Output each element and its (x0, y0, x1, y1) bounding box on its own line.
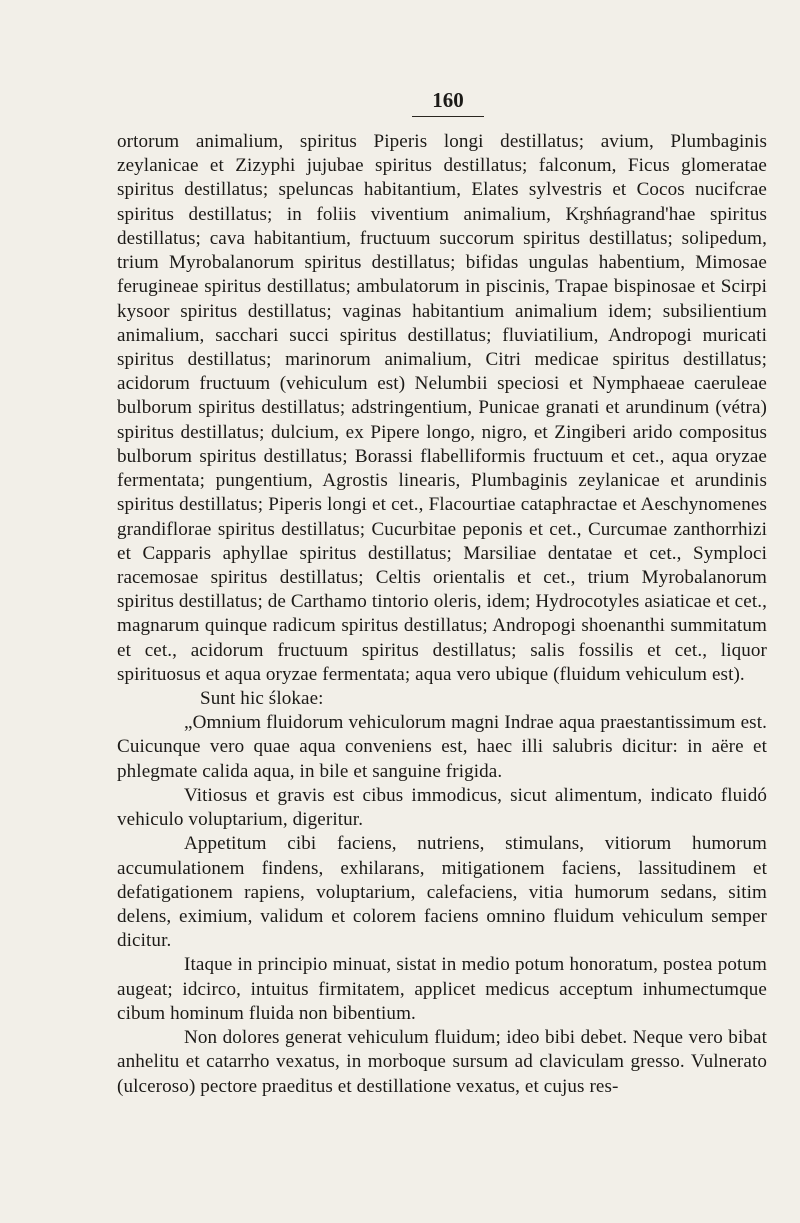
paragraph-spirits-list: ortorum animalium, spiritus Piperis longi destillatus; avium, Plumbaginis zeylanicae et Zizyphi jujubae spiritus destillatus; falconum, Ficus glomeratae spiritus destillatus; speluncas habitantium, Elates sylvestris et Cocos nucifcrae spiritus destillatus; in foliis viventium animalium, Kr̥shńagrand'hae spiritus destillatus; cava habitantium, fructuum succorum spiritus destillatus; solipedum, trium Myrobalanorum spiritus destillatus; bifidas ungulas habentium, Mimosae ferugineae spiritus destillatus; ambulatorum in piscinis, Trapae bispinosae et Scirpi kysoor spiritus destillatus; vaginas habitantium animalium idem; subsilientium animalium, sacchari succi spiritus destillatus; fluviatilium, Andropogi muricati spiritus destillatus; marinorum animalium, Citri medicae spiritus destillatus; acidorum fructuum (vehiculum est) Nelumbii speciosi et Nymphaeae caeruleae bulborum spiritus destillatus; adstringentium, Punicae granati et arundinum (vétra) spiritus destillatus; dulcium, ex Pipere longo, nigro, et Zingiberi arido compositus bulborum spiritus destillatus; Borassi flabelliformis fructuum et cet., aqua oryzae fermentata; pungentium, Agrostis linearis, Plumbaginis zeylanicae et arundinis spiritus destillatus; Piperis longi et cet., Flacourtiae cataphractae et Aeschynomenes grandiflorae spiritus destillatus; Cucurbitae peponis et cet., Curcumae zanthorrhizi et Capparis aphyllae spiritus destillatus; Marsiliae dentatae et cet., Symploci racemosae spiritus destillatus; Celtis orientalis et cet., trium Myrobalanorum spiritus destillatus; de Carthamo tintorio oleris, idem; Hydrocotyles asiaticae et cet., magnarum quinque radicum spiritus destillatus; Andropogi shoenanthi summitatum et cet., acidorum fructuum spiritus destillatus; salis fossilis et cet., liquor spirituosus et aqua oryzae fermentata; aqua vero ubique (fluidum vehiculum est). (117, 131, 767, 685)
body-text (117, 130, 767, 1099)
paragraph-itaque: Itaque in principio minuat, sistat in medio potum honoratum, postea potum augeat; idcirco, intuitus firmitatem, applicet medicus acceptum inhumectumque cibum hominum fluida non bibentium. (117, 954, 767, 1024)
paragraph-appetitum: Appetitum cibi faciens, nutriens, stimulans, vitiorum humorum accumulationem findens, exhilarans, mitigationem faciens, lassitudinem et defatigationem rapiens, voluptarium, calefaciens, vitia humorum sedans, sitim delens, eximium, validum et colorem faciens omnino fluidum vehiculum semper dicitur. (117, 833, 767, 952)
paragraph-slokae-heading: Sunt hic ślokae: (200, 688, 324, 710)
page-number: 160 (432, 88, 464, 112)
paragraph-vitiosus: Vitiosus et gravis est cibus immodicus, sicut alimentum, indicato fluidó vehiculo voluptarium, digeritur. (117, 784, 767, 831)
page-number-underline (412, 116, 484, 117)
paragraph-non-dolores: Non dolores generat vehiculum fluidum; ideo bibi debet. Neque vero bibat anhelitu et catarrho vexatus, in morboque sursum ad claviculam gresso. Vulnerato (ulceroso) pectore praeditus et destillatione vexatus, et cujus res- (117, 1027, 767, 1097)
paragraph-omnium-fluidorum: „Omnium fluidorum vehiculorum magni Indrae aqua praestantissimum est. Cuicunque vero quae aqua conveniens est, haec illi salubris dicitur: in aëre et phlegmate calida aqua, in bile et sanguine frigida. (117, 712, 767, 782)
